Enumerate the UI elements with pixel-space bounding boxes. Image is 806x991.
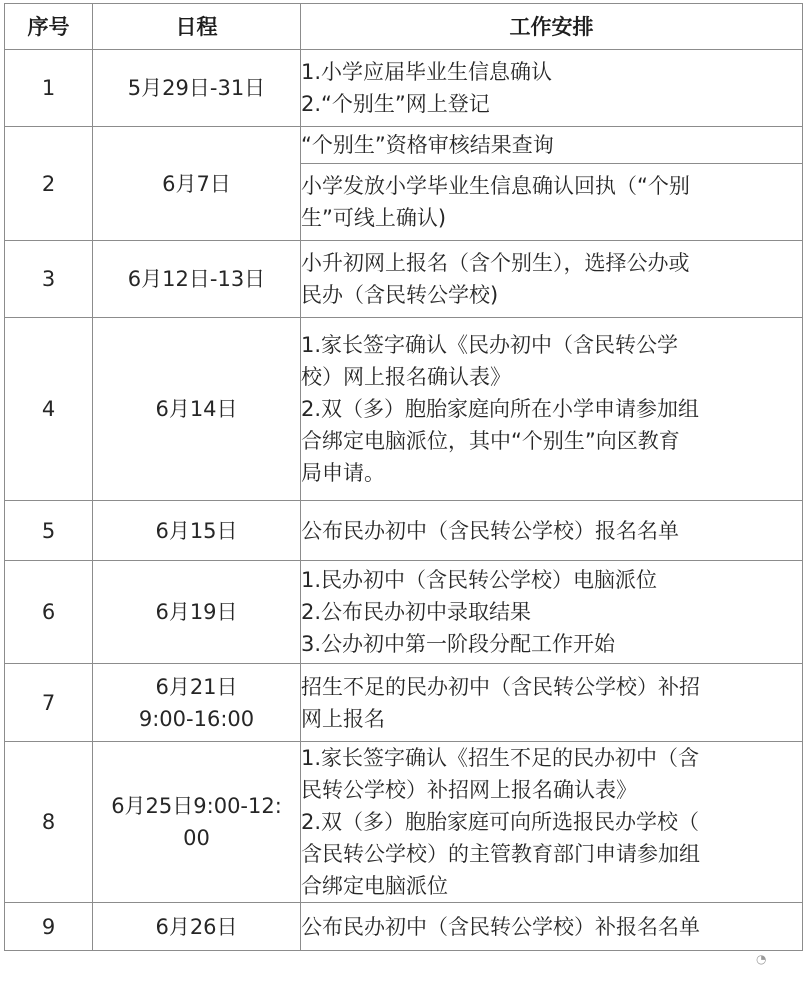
cell-task bbox=[301, 318, 803, 501]
cell-task bbox=[301, 50, 803, 127]
cell-no: 6 bbox=[5, 561, 93, 664]
table-row bbox=[5, 903, 803, 951]
cell-task bbox=[301, 241, 803, 318]
header-task: 工作安排 bbox=[301, 4, 803, 50]
date-line: 6月14日 bbox=[155, 397, 238, 421]
date-line: 00 bbox=[183, 826, 210, 850]
task-line: 公布民办初中（含民转公学校）补报名名单 bbox=[301, 914, 700, 939]
task-line: 含民转公学校）的主管教育部门申请参加组 bbox=[301, 842, 700, 866]
cell-no: 9 bbox=[5, 903, 93, 951]
cell-date bbox=[93, 664, 301, 742]
cell-no: 5 bbox=[5, 501, 93, 561]
task-line: 2.双（多）胞胎家庭向所在小学申请参加组 bbox=[301, 397, 700, 421]
watermark-icon: ◔ bbox=[756, 952, 767, 966]
task-line: 民办（含民转公学校) bbox=[301, 283, 499, 307]
cell-date bbox=[93, 127, 301, 241]
task-line: 1.民办初中（含民转公学校）电脑派位 bbox=[301, 568, 658, 592]
task-line: 合绑定电脑派位，其中“个别生”向区教育 bbox=[301, 429, 680, 453]
date-line: 6月15日 bbox=[155, 518, 238, 543]
date-line: 5月29日-31日 bbox=[127, 76, 266, 100]
cell-date bbox=[93, 241, 301, 318]
task-line: 局申请。 bbox=[301, 461, 385, 485]
task-line: 2.“个别生”网上登记 bbox=[301, 92, 490, 116]
date-line: 6月26日 bbox=[155, 914, 238, 939]
task-line: 3.公办初中第一阶段分配工作开始 bbox=[301, 632, 616, 656]
task-line: “个别生”资格审核结果查询 bbox=[301, 133, 554, 157]
date-line: 6月19日 bbox=[155, 600, 238, 624]
cell-task bbox=[301, 561, 803, 664]
cell-no: 2 bbox=[5, 127, 93, 241]
table-row bbox=[5, 318, 803, 501]
cell-date bbox=[93, 501, 301, 561]
task-line: 2.公布民办初中录取结果 bbox=[301, 600, 532, 624]
task-line: 招生不足的民办初中（含民转公学校）补招 bbox=[301, 674, 700, 699]
cell-task bbox=[301, 903, 803, 951]
cell-date bbox=[93, 903, 301, 951]
task-line: 合绑定电脑派位 bbox=[301, 874, 448, 898]
date-line: 6月7日 bbox=[162, 171, 231, 196]
schedule-table bbox=[4, 3, 803, 951]
task-line: 1.家长签字确认《招生不足的民办初中（含 bbox=[301, 746, 700, 770]
task-line: 生”可线上确认) bbox=[301, 206, 447, 230]
task-line: 公布民办初中（含民转公学校）报名名单 bbox=[301, 518, 679, 543]
table-row bbox=[5, 241, 803, 318]
date-line: 6月12日-13日 bbox=[127, 267, 266, 291]
table-row bbox=[5, 742, 803, 903]
cell-date bbox=[93, 50, 301, 127]
table-body bbox=[5, 50, 803, 951]
task-line: 1.小学应届毕业生信息确认 bbox=[301, 60, 553, 84]
table-row bbox=[5, 664, 803, 742]
cell-task bbox=[301, 742, 803, 903]
cell-no: 1 bbox=[5, 50, 93, 127]
cell-no: 7 bbox=[5, 664, 93, 742]
table-row bbox=[5, 501, 803, 561]
cell-task bbox=[301, 501, 803, 561]
header-date: 日程 bbox=[93, 4, 301, 50]
date-line: 9:00-16:00 bbox=[138, 706, 255, 731]
date-line: 6月21日 bbox=[155, 674, 238, 699]
task-line: 1.家长签字确认《民办初中（含民转公学 bbox=[301, 333, 679, 357]
task-line: 2.双（多）胞胎家庭可向所选报民办学校（ bbox=[301, 810, 700, 834]
task-line: 小升初网上报名（含个别生），选择公办或 bbox=[301, 251, 690, 275]
cell-date bbox=[93, 318, 301, 501]
cell-task bbox=[301, 164, 803, 241]
table-row bbox=[5, 561, 803, 664]
cell-task bbox=[301, 127, 803, 164]
cell-date bbox=[93, 742, 301, 903]
task-line: 网上报名 bbox=[301, 706, 385, 731]
header-no: 序号 bbox=[5, 4, 93, 50]
table-header-row bbox=[5, 4, 803, 50]
table-row bbox=[5, 127, 803, 164]
cell-task bbox=[301, 664, 803, 742]
cell-no: 4 bbox=[5, 318, 93, 501]
table-row bbox=[5, 50, 803, 127]
cell-date bbox=[93, 561, 301, 664]
task-line: 校）网上报名确认表》 bbox=[301, 365, 511, 389]
task-line: 民转公学校）补招网上报名确认表》 bbox=[301, 778, 637, 802]
task-line: 小学发放小学毕业生信息确认回执（“个别 bbox=[301, 174, 690, 198]
date-line: 6月25日9:00-12: bbox=[111, 794, 282, 818]
cell-no: 3 bbox=[5, 241, 93, 318]
cell-no: 8 bbox=[5, 742, 93, 903]
